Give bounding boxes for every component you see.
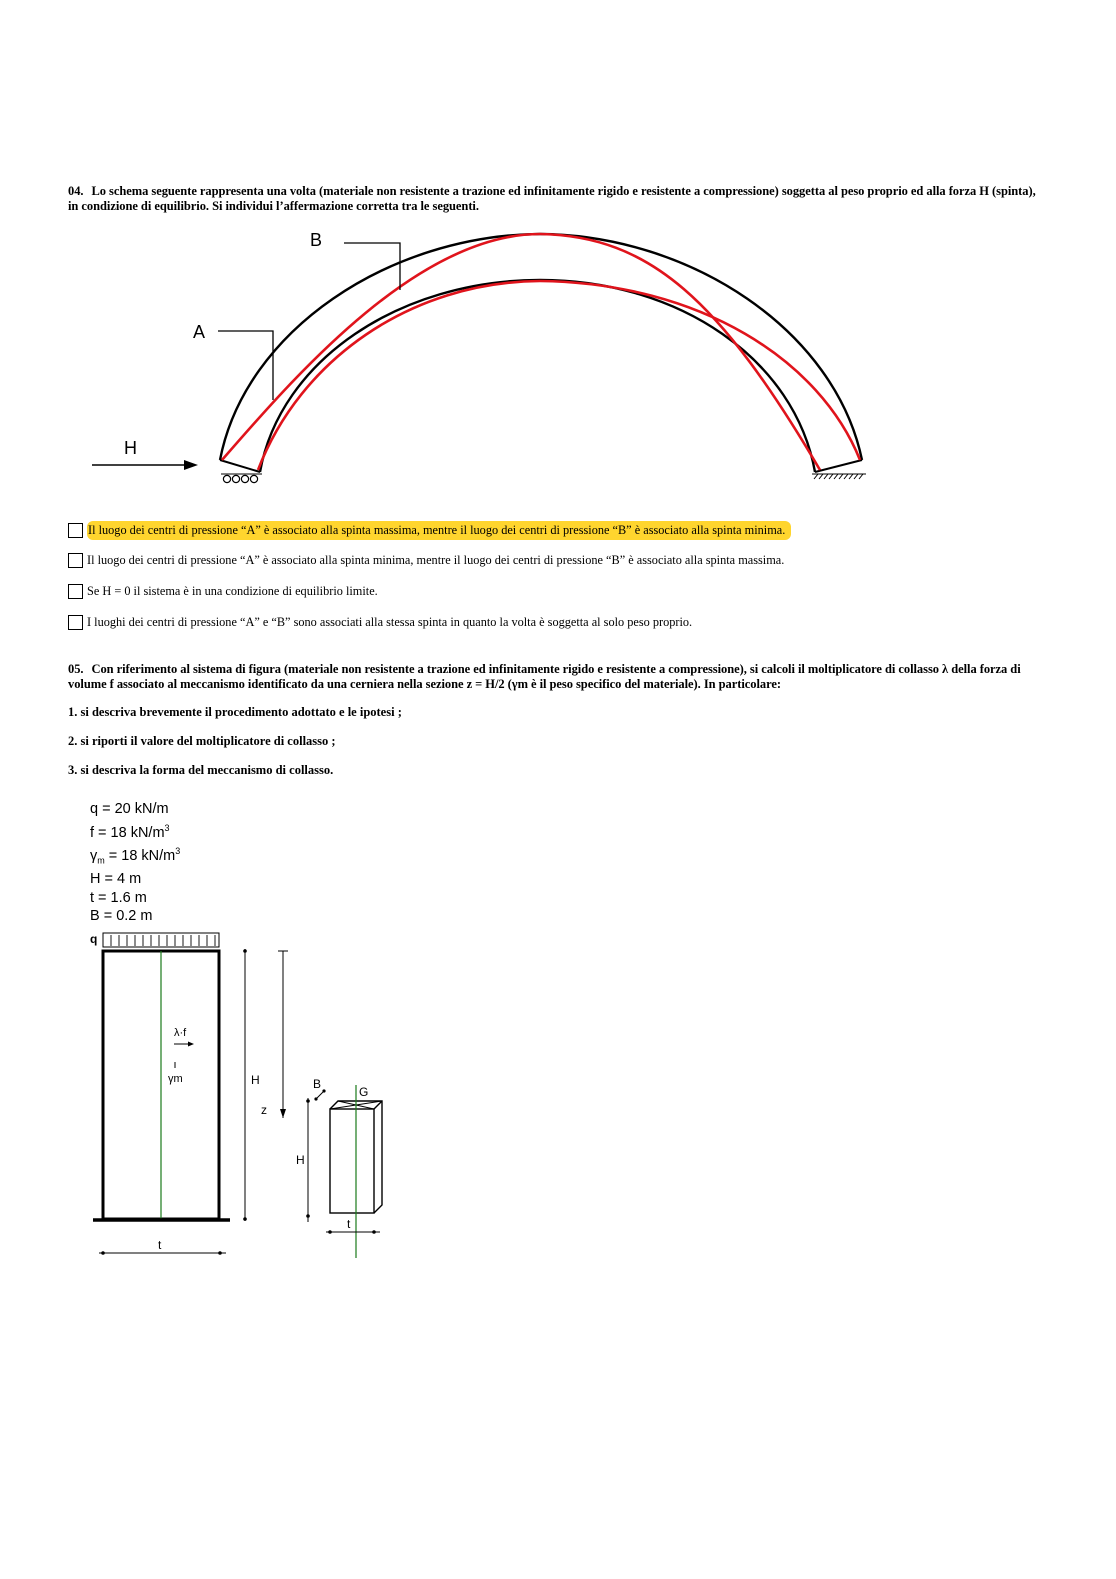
label-gamma-m: γm: [168, 1073, 183, 1085]
question-04-text: 04. Lo schema seguente rappresenta una volta (materiale non resistente a trazione ed infinitamente rigido e resistente a compressione) soggetta al peso proprio ed alla forza H (spinta), in condizione di equilibrio. Si individui l’affermazione corretta tra le seguenti.: [68, 184, 1036, 213]
param-q: q = 20 kN/m: [90, 801, 169, 817]
label-q: q: [90, 932, 98, 946]
label-t-small: t: [347, 1217, 351, 1231]
step-1: 1. si descriva brevemente il procedimento adottato e le ipotesi ;: [68, 705, 402, 719]
option-4-text: I luoghi dei centri di pressione “A” e “B” sono associati alla stessa spinta in quanto la volta è soggetta al solo peso proprio.: [87, 615, 693, 629]
step-3: 3. si descriva la forma del meccanismo di collasso.: [68, 763, 334, 777]
label-t-main: t: [158, 1238, 162, 1252]
param-h: H = 4 m: [90, 871, 142, 888]
param-t: t = 1.6 m: [90, 889, 147, 906]
option-1-text: Il luogo dei centri di pressione “A” è associato alla spinta massima, mentre il luogo dei centri di pressione “B” è associato alla spinta minima.: [87, 521, 791, 540]
load-strip: [103, 933, 219, 947]
question-05-text: 05. Con riferimento al sistema di figura (materiale non resistente a trazione ed infinitamente rigido e resistente a compressione), si calcoli il moltiplicatore di collasso λ della forza di volume f associato al meccanismo identificato da una cerniera nella sezione z = H/2 (γm è il peso specifico del materiale). In particolare:: [68, 662, 1021, 691]
question-05-number: 05.: [68, 662, 84, 676]
option-3-text: Se H = 0 il sistema è in una condizione di equilibrio limite.: [87, 584, 378, 598]
label-h-small: H: [296, 1153, 305, 1167]
label-z: z: [261, 1103, 267, 1117]
load-arrows: [111, 935, 215, 946]
label-g: G: [359, 1085, 369, 1099]
label-h-main: H: [251, 1073, 260, 1087]
param-b: B = 0.2 m: [90, 908, 153, 925]
label-h: H: [124, 438, 137, 458]
param-gamma: $\gamma_m = 18$ $kN/m^3$: [90, 845, 181, 866]
step-2: 2. si riporti il valore del moltiplicatore di collasso ;: [68, 734, 336, 748]
label-b-small: B: [313, 1077, 322, 1091]
label-lambda-f: λ·f: [174, 1027, 187, 1039]
question-04-number: 04.: [68, 184, 84, 198]
option-2-text: Il luogo dei centri di pressione “A” è associato alla spinta minima, mentre il luogo dei centri di pressione “B” è associato alla spinta massima.: [87, 553, 785, 567]
label-a: A: [193, 322, 206, 342]
param-f: f = 18 $kN/m^3$: [90, 822, 170, 841]
label-b: B: [310, 230, 323, 250]
